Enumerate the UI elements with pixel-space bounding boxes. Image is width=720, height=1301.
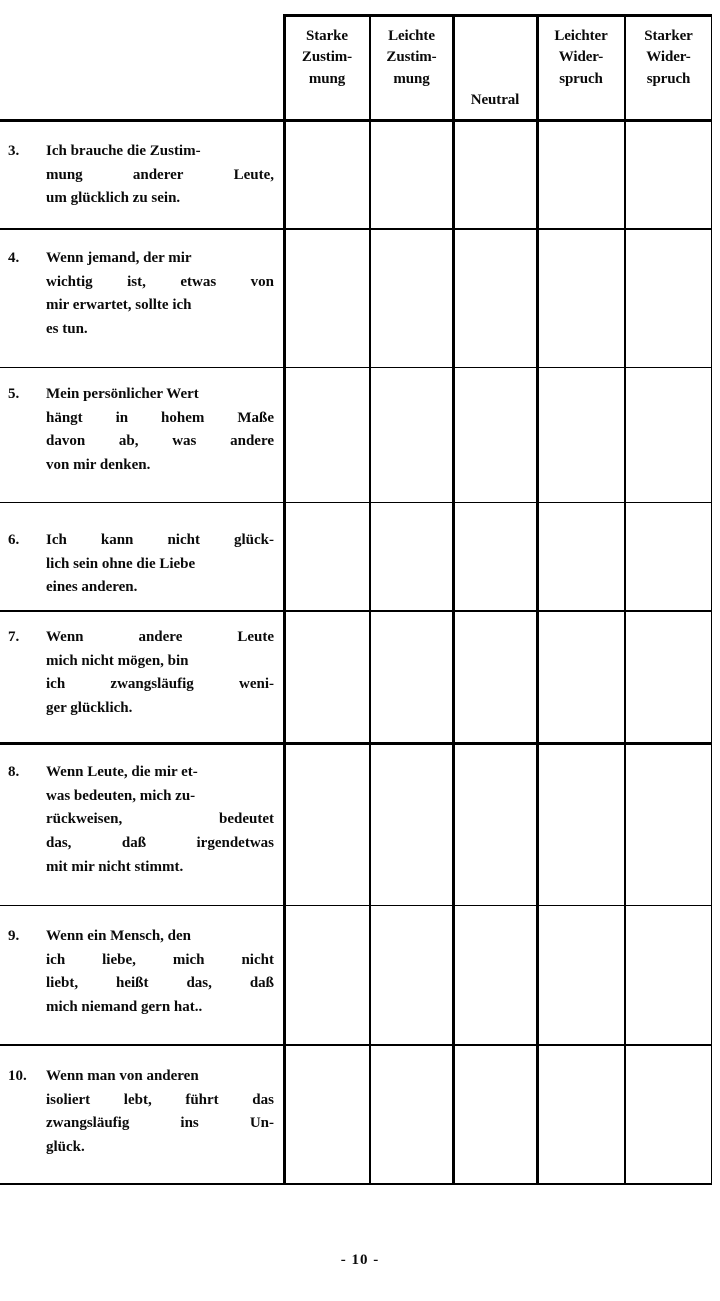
answer-cell-6-neutral[interactable] <box>454 504 535 609</box>
header-line: Zustim- <box>386 49 437 66</box>
item-text-line: ich zwangsläufig weni- <box>46 676 274 693</box>
item-number: 10. <box>8 1068 27 1084</box>
answer-cell-7-starke-zustimmung[interactable] <box>285 612 368 741</box>
answer-cell-7-leichter-widerspruch[interactable] <box>538 612 623 741</box>
answer-cell-4-starker-widerspruch[interactable] <box>626 230 711 366</box>
row-divider-4-5 <box>0 367 712 368</box>
item-text-line: davon ab, was andere <box>46 433 274 450</box>
answer-cell-5-neutral[interactable] <box>454 369 535 501</box>
header-line: Leichte <box>388 28 435 44</box>
item-text-line: mich niemand gern hat.. <box>46 999 203 1016</box>
header-line: Neutral <box>470 92 520 108</box>
item-text-line: es tun. <box>46 321 88 338</box>
answer-cell-9-starker-widerspruch[interactable] <box>626 907 711 1043</box>
answer-cell-6-starke-zustimmung[interactable] <box>285 504 368 609</box>
item-text-line: mich nicht mögen, bin <box>46 652 189 669</box>
page-number: - 10 - <box>340 1252 380 1268</box>
item-text-line: Ich kann nicht glück- <box>46 532 274 548</box>
answer-cell-9-leichte-zustimmung[interactable] <box>371 907 451 1043</box>
column-header-starke-zustimmung <box>287 26 367 90</box>
answer-cell-6-starker-widerspruch[interactable] <box>626 504 711 609</box>
item-text-line: ich liebe, mich nicht <box>46 951 274 968</box>
answer-cell-10-starker-widerspruch[interactable] <box>626 1046 711 1182</box>
item-text-line: rückweisen, bedeutet <box>46 811 274 828</box>
item-text-line: mir erwartet, sollte ich <box>46 297 192 314</box>
item-text <box>46 925 274 1020</box>
item-text-line: isoliert lebt, führt das <box>46 1091 274 1108</box>
table-bottom-border <box>0 1183 712 1185</box>
item-text-line: von mir denken. <box>46 457 151 474</box>
item-text-line: eines anderen. <box>46 579 138 596</box>
answer-cell-9-starke-zustimmung[interactable] <box>285 907 368 1043</box>
header-line: Starke <box>306 28 348 44</box>
item-number: 9. <box>8 928 20 944</box>
column-header-leichte-zustimmung <box>372 26 451 90</box>
item-text-line: Mein persönlicher Wert <box>46 386 199 402</box>
answer-cell-4-leichte-zustimmung[interactable] <box>371 230 451 366</box>
answer-cell-10-leichter-widerspruch[interactable] <box>538 1046 623 1182</box>
answer-cell-3-leichter-widerspruch[interactable] <box>538 121 623 227</box>
answer-cell-3-leichte-zustimmung[interactable] <box>371 121 451 227</box>
header-line: spruch <box>559 70 603 87</box>
answer-cell-10-leichte-zustimmung[interactable] <box>371 1046 451 1182</box>
item-text-line: Wenn andere Leute <box>46 629 274 645</box>
column-header-starker-widerspruch <box>627 26 710 90</box>
item-text-line: Wenn Leute, die mir et- <box>46 764 198 780</box>
item-text <box>46 383 274 478</box>
answer-cell-4-leichter-widerspruch[interactable] <box>538 230 623 366</box>
item-text-line: wichtig ist, etwas von <box>46 273 274 290</box>
item-text <box>46 626 274 721</box>
header-line: Zustim- <box>301 49 353 66</box>
answer-cell-9-neutral[interactable] <box>454 907 535 1043</box>
table-right-border <box>711 14 712 1185</box>
header-line: Wider- <box>558 49 604 66</box>
row-divider-8-9 <box>0 905 712 906</box>
item-text-line: Wenn jemand, der mir <box>46 250 192 266</box>
answer-cell-7-neutral[interactable] <box>454 612 535 741</box>
item-text <box>46 761 274 879</box>
item-text-line: mit mir nicht stimmt. <box>46 858 184 875</box>
answer-cell-10-starke-zustimmung[interactable] <box>285 1046 368 1182</box>
item-text <box>46 529 274 600</box>
answer-cell-3-starke-zustimmung[interactable] <box>285 121 368 227</box>
item-text <box>46 1065 274 1160</box>
header-line: Wider- <box>646 49 691 66</box>
answer-cell-8-starke-zustimmung[interactable] <box>285 745 368 904</box>
answer-cell-7-leichte-zustimmung[interactable] <box>371 612 451 741</box>
item-text-line: hängt in hohem Maße <box>46 409 274 426</box>
item-text <box>46 247 274 342</box>
item-text <box>46 140 274 211</box>
answer-cell-4-starke-zustimmung[interactable] <box>285 230 368 366</box>
answer-cell-5-leichter-widerspruch[interactable] <box>538 369 623 501</box>
item-text-line: Ich brauche die Zustim- <box>46 143 201 159</box>
answer-cell-3-starker-widerspruch[interactable] <box>626 121 711 227</box>
item-text-line: um glücklich zu sein. <box>46 190 181 207</box>
item-number: 6. <box>8 532 20 548</box>
item-text-line: liebt, heißt das, daß <box>46 975 274 992</box>
item-text-line: ger glücklich. <box>46 700 133 717</box>
answer-cell-8-starker-widerspruch[interactable] <box>626 745 711 904</box>
answer-cell-4-neutral[interactable] <box>454 230 535 366</box>
item-text-line: zwangsläufig ins Un- <box>46 1115 274 1132</box>
header-line: Starker <box>644 28 693 44</box>
answer-cell-3-neutral[interactable] <box>454 121 535 227</box>
answer-cell-8-leichte-zustimmung[interactable] <box>371 745 451 904</box>
header-line: Leichter <box>554 28 608 44</box>
answer-cell-9-leichter-widerspruch[interactable] <box>538 907 623 1043</box>
answer-cell-5-starker-widerspruch[interactable] <box>626 369 711 501</box>
item-number: 5. <box>8 386 20 402</box>
header-line: mung <box>393 70 430 87</box>
item-number: 8. <box>8 764 20 780</box>
item-text-line: lich sein ohne die Liebe <box>46 555 196 572</box>
item-text-line: Wenn man von anderen <box>46 1068 199 1084</box>
header-line: spruch <box>646 70 691 87</box>
item-text-line: das, daß irgendetwas <box>46 835 274 852</box>
item-number: 7. <box>8 629 20 645</box>
header-line: mung <box>308 70 346 87</box>
answer-cell-6-leichter-widerspruch[interactable] <box>538 504 623 609</box>
row-divider-5-6 <box>0 502 712 503</box>
column-header-leichter-widerspruch <box>539 26 623 90</box>
item-text-line: Wenn ein Mensch, den <box>46 928 192 944</box>
answer-cell-10-neutral[interactable] <box>454 1046 535 1182</box>
item-number: 3. <box>8 143 20 159</box>
column-header-neutral <box>455 90 535 111</box>
table-top-border <box>283 14 712 17</box>
answer-cell-5-starke-zustimmung[interactable] <box>285 369 368 501</box>
answer-cell-5-leichte-zustimmung[interactable] <box>371 369 451 501</box>
answer-cell-7-starker-widerspruch[interactable] <box>626 612 711 741</box>
answer-cell-8-neutral[interactable] <box>454 745 535 904</box>
answer-cell-6-leichte-zustimmung[interactable] <box>371 504 451 609</box>
answer-cell-8-leichter-widerspruch[interactable] <box>538 745 623 904</box>
item-number: 4. <box>8 250 20 266</box>
item-text-line: glück. <box>46 1139 85 1156</box>
item-text-line: was bedeuten, mich zu- <box>46 787 196 804</box>
item-text-line: mung anderer Leute, <box>46 166 274 183</box>
